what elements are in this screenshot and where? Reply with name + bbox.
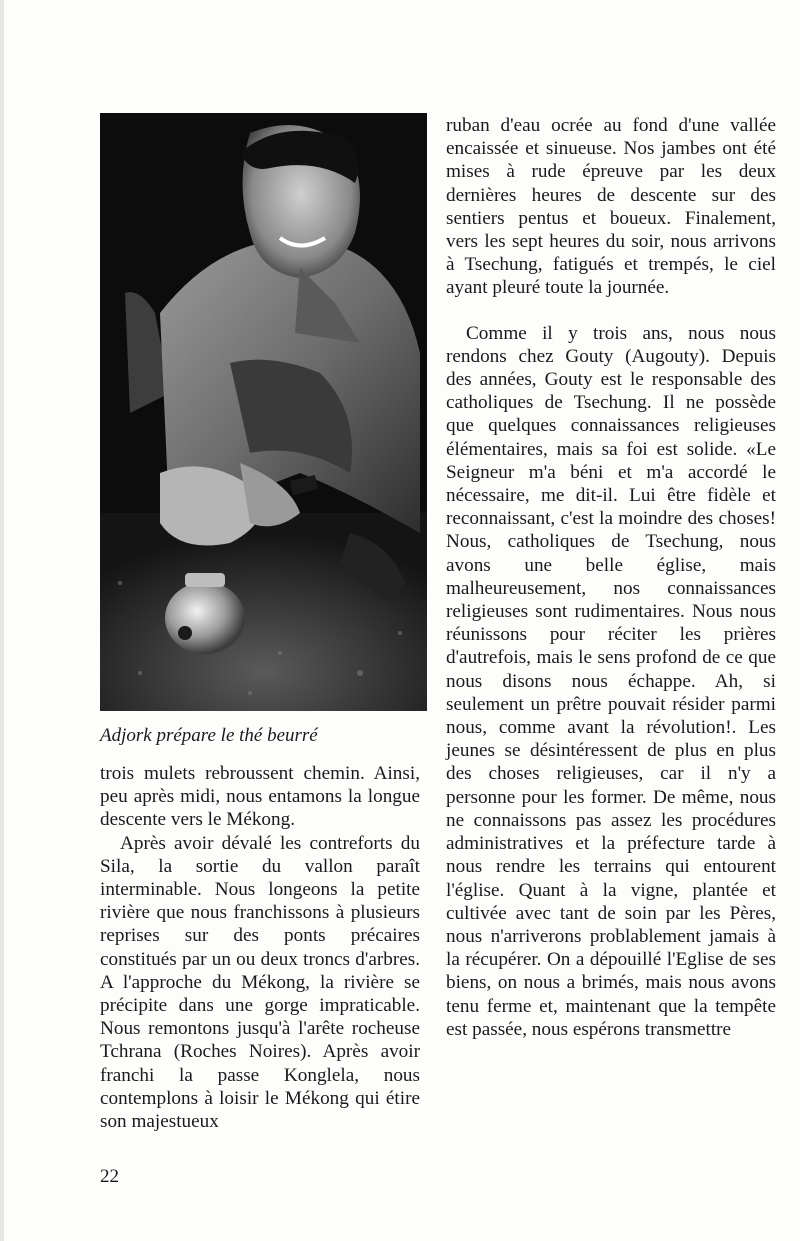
left-column [100,762,420,1133]
paragraph: Comme il y trois ans, nous nous rendons chez Gouty (Augouty). Depuis des années, Gouty est le responsable des catholiques de Tsechung. Il ne possède que quelques connaissances religieuses élémentaires, mais sa foi est solide. «Le Seigneur m'a béni et m'a accordé le nécessaire, me dit-il. Lui être fidèle et reconnaissant, c'est la moindre des choses! Nous, catholiques de Tsechung, nous avons une belle église, mais malheureusement, nos connaissances religieuses sont rudimentaires. Nous nous réunissons pour réciter les prières d'autrefois, mais le sens profond de ce que nous disons nous échappe. Ah, si seulement un prêtre pouvait résider parmi nous, comme avant la révolution!. Les jeunes se désintéressent de plus en plus des choses religieuses, car il n'y a personne pour les former. De même, nous ne connaissons pas assez les procédures administratives et la préfecture tarde à nous rendre les terrains qui entourent l'église. Quant à la vigne, plantée et cultivée avec tant de soin par les Pères, nous n'arriverons problablement jamais à la récupérer. On a dépouillé l'Eglise de ses biens, on nous a brimés, mais nous avons tenu ferme et, maintenant que la tempête est passée, nous espérons transmettre [446,322,776,1040]
paragraph: Après avoir dévalé les contreforts du Sila, la sortie du vallon paraît interminable. Nous longeons la petite rivière que nous franchissons à plusieurs reprises sur des ponts précaires constitués par un ou deux troncs d'arbres. A l'approche du Mékong, la rivière se précipite dans une gorge impraticable. Nous remontons jusqu'à l'arête rocheuse Tchrana (Roches Noires). Après avoir franchi la passe Konglela, nous contemplons à loisir le Mékong qui étire son majestueux [100,832,420,1133]
photo-caption: Adjork prépare le thé beurré [100,725,318,746]
paragraph: ruban d'eau ocrée au fond d'une vallée encaissée et sinueuse. Nos jambes ont été mises à rude épreuve par les deux dernières heures de descente sur des sentiers pentus et boueux. Finalement, vers les sept heures du soir, nous arrivons à Tsechung, fatigués et trempés, le ciel ayant pleuré toute la journée. [446,115,776,299]
page-edge [0,0,4,1241]
photo [100,113,427,711]
page-number: 22 [100,1166,119,1187]
right-column [446,114,776,1041]
photo-image [100,113,427,711]
paragraph: trois mulets rebroussent chemin. Ainsi, peu après midi, nous entamons la longue descente vers le Mékong. [100,763,420,831]
